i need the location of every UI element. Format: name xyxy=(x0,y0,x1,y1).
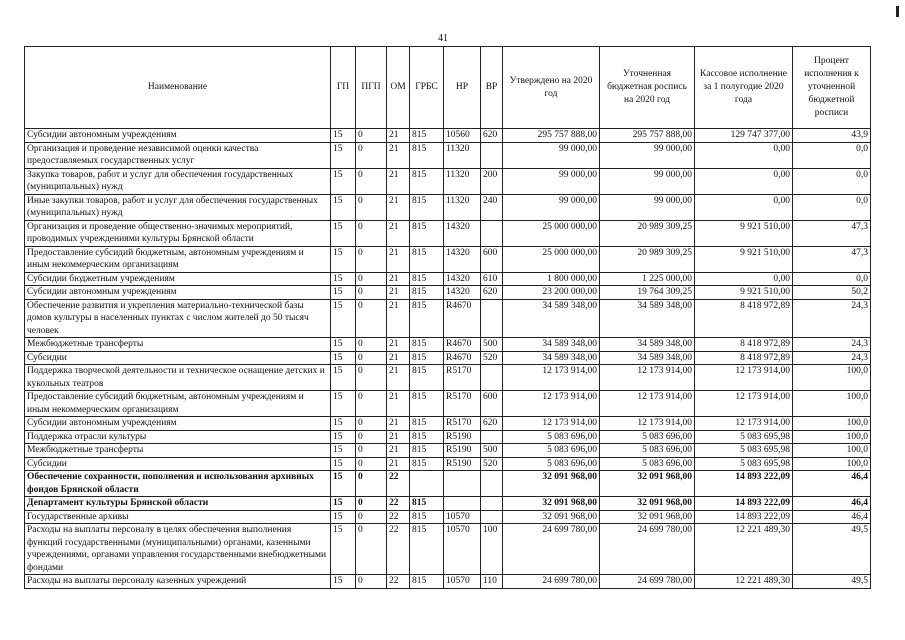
row-cash: 12 173 914,00 xyxy=(695,365,793,391)
row-grbs: 815 xyxy=(410,220,444,246)
row-om: 21 xyxy=(387,338,410,352)
row-cash: 5 083 695,98 xyxy=(695,457,793,471)
row-gp: 15 xyxy=(331,338,356,352)
row-vr xyxy=(481,497,503,511)
row-refined: 1 225 000,00 xyxy=(600,272,695,286)
row-grbs: 815 xyxy=(410,286,444,300)
row-grbs: 815 xyxy=(410,444,444,458)
header-pgp: ПГП xyxy=(356,47,387,129)
row-name: Закупка товаров, работ и услуг для обеспечения государственных (муниципальных) нужд xyxy=(25,168,331,194)
row-refined: 32 091 968,00 xyxy=(600,510,695,524)
row-refined: 20 989 309,25 xyxy=(600,246,695,272)
row-name: Государственные архивы xyxy=(25,510,331,524)
row-nr: 10570 xyxy=(444,524,481,575)
row-percent: 100,0 xyxy=(793,444,871,458)
row-cash: 9 921 510,00 xyxy=(695,220,793,246)
row-refined: 5 083 696,00 xyxy=(600,444,695,458)
row-nr: R4670 xyxy=(444,338,481,352)
row-om: 21 xyxy=(387,129,410,143)
row-name: Субсидии бюджетным учреждениям xyxy=(25,272,331,286)
header-refined: Уточненная бюджетная роспись на 2020 год xyxy=(600,47,695,129)
row-name: Поддержка творческой деятельности и техническое оснащение детских и кукольных театров xyxy=(25,365,331,391)
row-refined: 24 699 780,00 xyxy=(600,524,695,575)
row-gp: 15 xyxy=(331,510,356,524)
row-nr xyxy=(444,497,481,511)
row-name: Субсидии xyxy=(25,457,331,471)
row-pgp: 0 xyxy=(356,391,387,417)
row-pgp: 0 xyxy=(356,457,387,471)
row-om: 22 xyxy=(387,497,410,511)
row-percent: 46,4 xyxy=(793,510,871,524)
row-percent: 100,0 xyxy=(793,430,871,444)
row-gp: 15 xyxy=(331,430,356,444)
row-percent: 100,0 xyxy=(793,391,871,417)
row-refined: 20 989 309,25 xyxy=(600,220,695,246)
row-gp: 15 xyxy=(331,129,356,143)
header-gp: ГП xyxy=(331,47,356,129)
row-approved: 99 000,00 xyxy=(503,142,600,168)
row-vr: 620 xyxy=(481,417,503,431)
row-grbs: 815 xyxy=(410,168,444,194)
row-cash: 14 893 222,09 xyxy=(695,497,793,511)
row-name: Расходы на выплаты персоналу в целях обеспечения выполнения функций государственными (муниципальными) органами, казенными учреждениями, органами управления государственными внебюджетными фондами xyxy=(25,524,331,575)
row-grbs: 815 xyxy=(410,194,444,220)
table-row xyxy=(25,338,871,352)
header-percent: Процент исполнения к уточненной бюджетной росписи xyxy=(793,47,871,129)
row-approved: 34 589 348,00 xyxy=(503,351,600,365)
row-gp: 15 xyxy=(331,272,356,286)
row-approved: 5 083 696,00 xyxy=(503,444,600,458)
row-name: Межбюджетные трансферты xyxy=(25,444,331,458)
row-om: 21 xyxy=(387,299,410,338)
row-grbs: 815 xyxy=(410,129,444,143)
row-name: Поддержка отрасли культуры xyxy=(25,430,331,444)
row-pgp: 0 xyxy=(356,417,387,431)
row-refined: 24 699 780,00 xyxy=(600,575,695,589)
table-row xyxy=(25,417,871,431)
row-grbs: 815 xyxy=(410,417,444,431)
table-row xyxy=(25,168,871,194)
row-om: 21 xyxy=(387,194,410,220)
header-om: ОМ xyxy=(387,47,410,129)
row-pgp: 0 xyxy=(356,194,387,220)
row-nr: R5170 xyxy=(444,391,481,417)
row-name: Организация и проведение независимой оценки качества предоставляемых государственных услуг xyxy=(25,142,331,168)
row-name: Иные закупки товаров, работ и услуг для обеспечения государственных (муниципальных) нужд xyxy=(25,194,331,220)
row-refined: 99 000,00 xyxy=(600,142,695,168)
row-pgp: 0 xyxy=(356,430,387,444)
row-refined: 34 589 348,00 xyxy=(600,299,695,338)
row-cash: 12 173 914,00 xyxy=(695,417,793,431)
row-vr: 500 xyxy=(481,338,503,352)
row-grbs: 815 xyxy=(410,142,444,168)
row-grbs: 815 xyxy=(410,391,444,417)
table-row xyxy=(25,142,871,168)
row-refined: 12 173 914,00 xyxy=(600,417,695,431)
row-approved: 24 699 780,00 xyxy=(503,575,600,589)
row-pgp: 0 xyxy=(356,338,387,352)
row-vr: 600 xyxy=(481,246,503,272)
row-om: 22 xyxy=(387,510,410,524)
row-pgp: 0 xyxy=(356,444,387,458)
row-nr: 14320 xyxy=(444,246,481,272)
row-name: Предоставление субсидий бюджетным, автономным учреждениям и иным некоммерческим организациям xyxy=(25,391,331,417)
row-percent: 100,0 xyxy=(793,457,871,471)
row-nr: 11320 xyxy=(444,194,481,220)
row-om: 21 xyxy=(387,391,410,417)
row-approved: 25 000 000,00 xyxy=(503,246,600,272)
row-percent: 100,0 xyxy=(793,417,871,431)
row-vr: 200 xyxy=(481,168,503,194)
row-om: 22 xyxy=(387,575,410,589)
row-refined: 12 173 914,00 xyxy=(600,365,695,391)
row-grbs: 815 xyxy=(410,524,444,575)
row-pgp: 0 xyxy=(356,246,387,272)
row-cash: 12 221 489,30 xyxy=(695,575,793,589)
table-row xyxy=(25,365,871,391)
row-approved: 295 757 888,00 xyxy=(503,129,600,143)
page-number: 41 xyxy=(438,33,448,44)
row-approved: 25 000 000,00 xyxy=(503,220,600,246)
row-name: Организация и проведение общественно-значимых мероприятий, проводимых учреждениями культуры Брянской области xyxy=(25,220,331,246)
row-name: Субсидии автономным учреждениям xyxy=(25,417,331,431)
row-percent: 50,2 xyxy=(793,286,871,300)
row-om: 21 xyxy=(387,142,410,168)
row-gp: 15 xyxy=(331,365,356,391)
row-name: Расходы на выплаты персоналу казенных учреждений xyxy=(25,575,331,589)
row-vr: 110 xyxy=(481,575,503,589)
row-grbs: 815 xyxy=(410,272,444,286)
row-approved: 5 083 696,00 xyxy=(503,457,600,471)
row-percent: 0,0 xyxy=(793,272,871,286)
row-vr xyxy=(481,430,503,444)
row-om: 21 xyxy=(387,457,410,471)
row-name: Субсидии автономным учреждениям xyxy=(25,129,331,143)
row-cash: 12 173 914,00 xyxy=(695,391,793,417)
row-gp: 15 xyxy=(331,575,356,589)
row-nr: 14320 xyxy=(444,272,481,286)
header-nr: НР xyxy=(444,47,481,129)
row-pgp: 0 xyxy=(356,575,387,589)
row-vr xyxy=(481,471,503,497)
row-om: 21 xyxy=(387,168,410,194)
row-pgp: 0 xyxy=(356,220,387,246)
row-gp: 15 xyxy=(331,246,356,272)
row-gp: 15 xyxy=(331,471,356,497)
row-percent: 0,0 xyxy=(793,168,871,194)
row-percent: 24,3 xyxy=(793,299,871,338)
row-grbs: 815 xyxy=(410,497,444,511)
row-pgp: 0 xyxy=(356,129,387,143)
row-vr xyxy=(481,299,503,338)
row-name: Обеспечение сохранности, пополнения и использования архивных фондов Брянской области xyxy=(25,471,331,497)
row-cash: 8 418 972,89 xyxy=(695,351,793,365)
row-nr: 11320 xyxy=(444,142,481,168)
row-approved: 99 000,00 xyxy=(503,194,600,220)
row-percent: 100,0 xyxy=(793,365,871,391)
row-cash: 8 418 972,89 xyxy=(695,338,793,352)
row-approved: 12 173 914,00 xyxy=(503,417,600,431)
row-vr xyxy=(481,142,503,168)
row-cash: 129 747 377,00 xyxy=(695,129,793,143)
row-gp: 15 xyxy=(331,194,356,220)
row-nr: R5190 xyxy=(444,430,481,444)
row-vr xyxy=(481,365,503,391)
row-percent: 24,3 xyxy=(793,351,871,365)
table-row xyxy=(25,194,871,220)
row-vr: 620 xyxy=(481,129,503,143)
row-vr: 520 xyxy=(481,351,503,365)
row-om: 21 xyxy=(387,444,410,458)
table-row xyxy=(25,510,871,524)
table-row xyxy=(25,457,871,471)
row-percent: 0,0 xyxy=(793,194,871,220)
table-row xyxy=(25,351,871,365)
row-om: 21 xyxy=(387,286,410,300)
row-refined: 34 589 348,00 xyxy=(600,351,695,365)
row-cash: 0,00 xyxy=(695,272,793,286)
table-row xyxy=(25,299,871,338)
row-percent: 47,3 xyxy=(793,246,871,272)
row-cash: 0,00 xyxy=(695,142,793,168)
row-nr: R5190 xyxy=(444,444,481,458)
row-refined: 32 091 968,00 xyxy=(600,497,695,511)
table-row xyxy=(25,129,871,143)
budget-table xyxy=(24,46,871,589)
row-cash: 5 083 695,98 xyxy=(695,430,793,444)
row-vr: 610 xyxy=(481,272,503,286)
row-pgp: 0 xyxy=(356,471,387,497)
row-nr: 10560 xyxy=(444,129,481,143)
row-percent: 0,0 xyxy=(793,142,871,168)
row-refined: 12 173 914,00 xyxy=(600,391,695,417)
row-grbs: 815 xyxy=(410,338,444,352)
row-approved: 1 800 000,00 xyxy=(503,272,600,286)
row-vr: 100 xyxy=(481,524,503,575)
row-grbs: 815 xyxy=(410,430,444,444)
row-refined: 34 589 348,00 xyxy=(600,338,695,352)
table-row xyxy=(25,444,871,458)
row-vr xyxy=(481,220,503,246)
row-nr: 11320 xyxy=(444,168,481,194)
row-refined: 99 000,00 xyxy=(600,194,695,220)
table-row xyxy=(25,430,871,444)
row-grbs: 815 xyxy=(410,351,444,365)
row-gp: 15 xyxy=(331,168,356,194)
row-om: 22 xyxy=(387,471,410,497)
row-om: 21 xyxy=(387,365,410,391)
row-grbs: 815 xyxy=(410,575,444,589)
row-nr xyxy=(444,471,481,497)
row-gp: 15 xyxy=(331,444,356,458)
header-cash: Кассовое исполнение за 1 полугодие 2020 года xyxy=(695,47,793,129)
row-om: 21 xyxy=(387,246,410,272)
row-percent: 49,5 xyxy=(793,524,871,575)
row-percent: 47,3 xyxy=(793,220,871,246)
row-nr: R5170 xyxy=(444,365,481,391)
row-approved: 12 173 914,00 xyxy=(503,365,600,391)
row-om: 22 xyxy=(387,524,410,575)
row-approved: 12 173 914,00 xyxy=(503,391,600,417)
row-grbs: 815 xyxy=(410,299,444,338)
header-grbs: ГРБС xyxy=(410,47,444,129)
row-gp: 15 xyxy=(331,142,356,168)
row-percent: 46,4 xyxy=(793,471,871,497)
row-refined: 32 091 968,00 xyxy=(600,471,695,497)
table-row xyxy=(25,575,871,589)
row-pgp: 0 xyxy=(356,510,387,524)
row-percent: 24,3 xyxy=(793,338,871,352)
row-cash: 5 083 695,98 xyxy=(695,444,793,458)
row-refined: 5 083 696,00 xyxy=(600,457,695,471)
row-approved: 32 091 968,00 xyxy=(503,510,600,524)
table-header-row xyxy=(25,47,871,129)
row-approved: 34 589 348,00 xyxy=(503,338,600,352)
row-vr: 620 xyxy=(481,286,503,300)
row-pgp: 0 xyxy=(356,497,387,511)
row-cash: 0,00 xyxy=(695,168,793,194)
row-nr: 10570 xyxy=(444,575,481,589)
header-vr: ВР xyxy=(481,47,503,129)
row-vr xyxy=(481,510,503,524)
row-pgp: 0 xyxy=(356,142,387,168)
table-row xyxy=(25,497,871,511)
row-cash: 12 221 489,30 xyxy=(695,524,793,575)
row-refined: 5 083 696,00 xyxy=(600,430,695,444)
row-cash: 9 921 510,00 xyxy=(695,246,793,272)
row-cash: 14 893 222,09 xyxy=(695,510,793,524)
row-nr: 14320 xyxy=(444,220,481,246)
row-om: 21 xyxy=(387,430,410,444)
row-refined: 99 000,00 xyxy=(600,168,695,194)
row-approved: 23 200 000,00 xyxy=(503,286,600,300)
row-vr: 600 xyxy=(481,391,503,417)
row-nr: R4670 xyxy=(444,351,481,365)
row-grbs: 815 xyxy=(410,457,444,471)
row-cash: 9 921 510,00 xyxy=(695,286,793,300)
row-approved: 5 083 696,00 xyxy=(503,430,600,444)
row-percent: 46,4 xyxy=(793,497,871,511)
row-gp: 15 xyxy=(331,417,356,431)
row-name: Субсидии xyxy=(25,351,331,365)
row-om: 21 xyxy=(387,272,410,286)
row-nr: R5190 xyxy=(444,457,481,471)
row-approved: 24 699 780,00 xyxy=(503,524,600,575)
row-name: Субсидии автономным учреждениям xyxy=(25,286,331,300)
row-gp: 15 xyxy=(331,220,356,246)
row-approved: 32 091 968,00 xyxy=(503,471,600,497)
row-pgp: 0 xyxy=(356,524,387,575)
row-nr: 10570 xyxy=(444,510,481,524)
row-om: 21 xyxy=(387,351,410,365)
row-pgp: 0 xyxy=(356,299,387,338)
row-pgp: 0 xyxy=(356,351,387,365)
table-row xyxy=(25,220,871,246)
header-name: Наименование xyxy=(25,47,331,129)
row-pgp: 0 xyxy=(356,168,387,194)
row-om: 21 xyxy=(387,220,410,246)
table-row xyxy=(25,471,871,497)
row-percent: 43,9 xyxy=(793,129,871,143)
row-approved: 34 589 348,00 xyxy=(503,299,600,338)
row-name: Предоставление субсидий бюджетным, автономным учреждениям и иным некоммерческим организациям xyxy=(25,246,331,272)
row-grbs: 815 xyxy=(410,365,444,391)
table-row xyxy=(25,246,871,272)
table-row xyxy=(25,272,871,286)
row-om: 21 xyxy=(387,417,410,431)
row-approved: 32 091 968,00 xyxy=(503,497,600,511)
row-gp: 15 xyxy=(331,391,356,417)
table-row xyxy=(25,391,871,417)
row-name: Департамент культуры Брянской области xyxy=(25,497,331,511)
row-pgp: 0 xyxy=(356,286,387,300)
row-percent: 49,5 xyxy=(793,575,871,589)
row-cash: 14 893 222,09 xyxy=(695,471,793,497)
row-gp: 15 xyxy=(331,457,356,471)
table-row xyxy=(25,524,871,575)
row-name: Обеспечение развития и укрепления материально-технической базы домов культуры в населенных пунктах с числом жителей до 50 тысяч человек xyxy=(25,299,331,338)
row-pgp: 0 xyxy=(356,272,387,286)
row-gp: 15 xyxy=(331,351,356,365)
row-nr: R4670 xyxy=(444,299,481,338)
row-cash: 0,00 xyxy=(695,194,793,220)
row-grbs xyxy=(410,471,444,497)
row-vr: 500 xyxy=(481,444,503,458)
corner-mark xyxy=(896,6,899,17)
row-name: Межбюджетные трансферты xyxy=(25,338,331,352)
row-grbs: 815 xyxy=(410,246,444,272)
row-refined: 295 757 888,00 xyxy=(600,129,695,143)
row-vr: 520 xyxy=(481,457,503,471)
row-cash: 8 418 972,89 xyxy=(695,299,793,338)
row-gp: 15 xyxy=(331,524,356,575)
row-gp: 15 xyxy=(331,299,356,338)
row-nr: 14320 xyxy=(444,286,481,300)
header-approved: Утверждено на 2020 год xyxy=(503,47,600,129)
row-grbs: 815 xyxy=(410,510,444,524)
row-refined: 19 764 309,25 xyxy=(600,286,695,300)
row-approved: 99 000,00 xyxy=(503,168,600,194)
table-row xyxy=(25,286,871,300)
row-pgp: 0 xyxy=(356,365,387,391)
row-gp: 15 xyxy=(331,286,356,300)
row-gp: 15 xyxy=(331,497,356,511)
row-vr: 240 xyxy=(481,194,503,220)
row-nr: R5170 xyxy=(444,417,481,431)
